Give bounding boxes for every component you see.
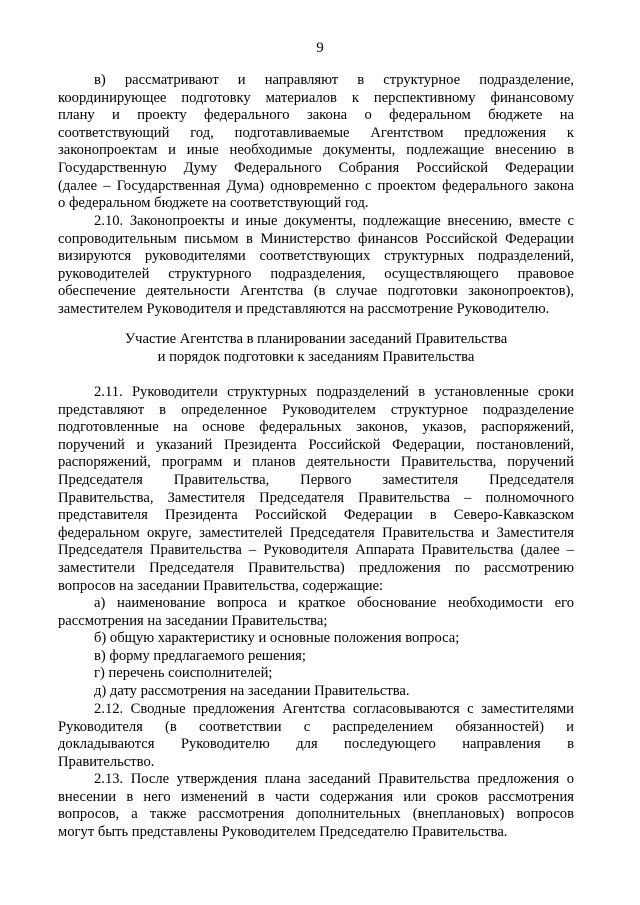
text-line: визируются руководителями соответствующих структурных подразделений,	[58, 248, 574, 265]
text-line: (далее – Государственная Дума) одновременно с проектом федерального закона	[58, 177, 574, 194]
heading-line: Участие Агентства в планировании заседаний Правительства	[124, 331, 508, 347]
section-heading	[58, 331, 574, 366]
text-line: Председателя Правительства – Руководителя Аппарата Правительства (далее –	[58, 542, 574, 559]
text-line: представителя Президента Российской Федерации в Северо-Кавказском	[58, 507, 574, 524]
paragraph-2-11	[58, 384, 574, 595]
text-line: законопроектам и иные необходимые документы, подлежащие внесению в	[58, 142, 574, 159]
text-line: 2.11. Руководители структурных подразделений в установленные сроки	[94, 384, 574, 400]
text-line: Правительство.	[58, 753, 155, 770]
paragraph-2-13	[58, 771, 574, 841]
list-item-continuation: рассмотрения на заседании Правительства;	[58, 612, 328, 629]
text-line: соответствующий год, подготавливаемые Агентством предложения к	[58, 124, 574, 141]
text-line: в) рассматривают и направляют в структурное подразделение,	[94, 72, 574, 88]
text-line: распоряжений, программ и планов деятельности Правительства, поручений	[58, 454, 574, 471]
text-line: внесении в него изменений в части содержания или сроков рассмотрения	[58, 788, 574, 805]
text-line: 2.10. Законопроекты и иные документы, подлежащие внесению, вместе с	[94, 213, 574, 229]
page-number: 9	[316, 40, 324, 56]
paragraph-2-10	[58, 213, 574, 319]
text-line: вопросов на заседании Правительства, содержащие:	[58, 577, 384, 594]
text-line: Руководителя (в соответствии с распределением обязанностей) и	[58, 718, 574, 735]
text-line: заместителем Руководителя и представляются на рассмотрение Руководителю.	[58, 300, 550, 317]
text-line: 2.13. После утверждения плана заседаний Правительства предложения о	[94, 771, 574, 787]
list-item: г) перечень соисполнителей;	[94, 665, 273, 682]
text-line: обеспечение деятельности Агентства (в случае подготовки законопроектов),	[58, 283, 574, 300]
paragraph-v	[58, 72, 574, 213]
text-line: руководителей структурного подразделения, осуществляющего правовое	[58, 265, 574, 282]
text-line: 2.12. Сводные предложения Агентства согласовываются с заместителями	[94, 701, 574, 717]
text-line: Председателя Правительства, Первого заместителя Председателя	[58, 471, 574, 488]
text-line: координирующее подготовку материалов к перспективному финансовому	[58, 89, 574, 106]
text-line: представляют в определенное Руководителем структурное подразделение	[58, 401, 574, 418]
text-line: Правительства, Заместителя Председателя Правительства – полномочного	[58, 489, 574, 506]
text-line: заместители Председателя Правительства) предложения по рассмотрению	[58, 559, 574, 576]
requirements-list	[58, 595, 574, 701]
text-line: вопросов, а также рассмотрения дополнительных (внеплановых) вопросов	[58, 806, 574, 823]
text-line: Государственную Думу Федерального Собрания Российской Федерации	[58, 159, 574, 176]
text-line: федеральном округе, заместителей Председателя Правительства и Заместителя	[58, 524, 574, 541]
list-item: в) форму предлагаемого решения;	[94, 647, 306, 664]
text-line: докладываются Руководителю для последующего направления в	[58, 736, 574, 753]
text-line: сопроводительным письмом в Министерство финансов Российской Федерации	[58, 230, 574, 247]
list-item: а) наименование вопроса и краткое обоснование необходимости его	[94, 595, 574, 611]
text-line: плану и проекту федерального закона о федеральном бюджете на	[58, 107, 574, 124]
text-line: поручений и указаний Президента Российской Федерации, постановлений,	[58, 436, 574, 453]
heading-line: и порядок подготовки к заседаниям Правительства	[157, 348, 475, 365]
text-line: могут быть представлены Руководителем Председателю Правительства.	[58, 823, 508, 840]
text-line: о федеральном бюджете на соответствующий год.	[58, 195, 369, 212]
paragraph-2-12	[58, 701, 574, 771]
list-item: б) общую характеристику и основные положения вопроса;	[94, 630, 460, 647]
text-line: подготовленные на основе федеральных законов, указов, распоряжений,	[58, 419, 574, 436]
list-item: д) дату рассмотрения на заседании Правительства.	[94, 682, 410, 699]
